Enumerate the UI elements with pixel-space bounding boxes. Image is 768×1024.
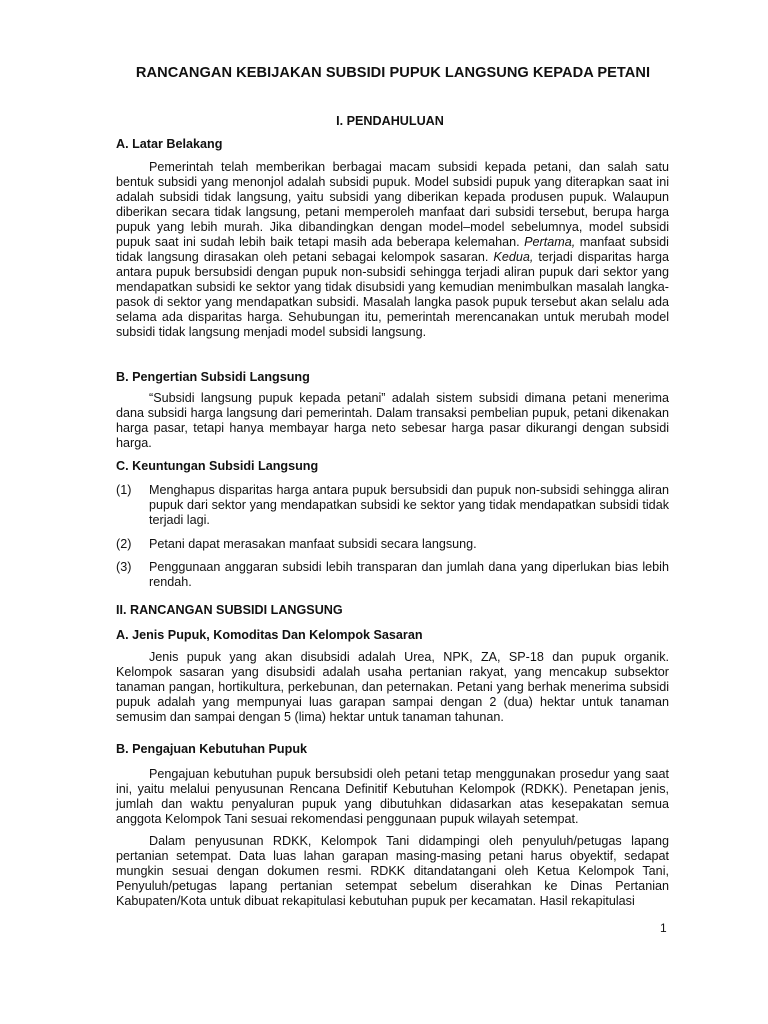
document-title: RANCANGAN KEBIJAKAN SUBSIDI PUPUK LANGSUNG KEPADA PETANI <box>135 65 651 81</box>
paragraph-text: Jenis pupuk yang akan disubsidi adalah Urea, NPK, ZA, SP-18 dan pupuk organik. Kelompok sasaran yang disubsidi adalah usaha pertanian rakyat, yang mencakup subsektor tanaman pangan, hortikultura, perkebunan, dan peternakan. Petani yang berhak menerima subsidi pupuk adalah yang mempunyai luas garapan sampai dengan 2 (dua) hektar untuk tanaman semusim dan sampai dengan 5 (lima) hektar untuk tanaman tahunan. <box>116 650 669 724</box>
emphasis-kedua: Kedua, <box>493 250 534 264</box>
list-text: Petani dapat merasakan manfaat subsidi secara langsung. <box>149 537 477 551</box>
paragraph-pengertian <box>116 391 669 451</box>
paragraph-pengajuan-1 <box>116 767 669 827</box>
paragraph-text: Pengajuan kebutuhan pupuk bersubsidi oleh petani tetap menggunakan prosedur yang saat ini, yaitu melalui penyusunan Rencana Definitif Kebutuhan Kelompok (RDKK). Penetapan jenis, jumlah dan waktu penyaluran pupuk yang dibutuhkan didasarkan atas kesepakatan semua anggota Kelompok Tani sesuai rekomendasi penggunaan pupuk wilayah setempat. <box>116 767 669 826</box>
subheading-pengertian: B. Pengertian Subsidi Langsung <box>116 370 310 384</box>
list-number: (1) <box>116 483 132 497</box>
paragraph-text: manfaat subsidi tidak langsung dirasakan oleh petani sebagai kelompok sasaran. <box>116 235 669 264</box>
list-text: Menghapus disparitas harga antara pupuk bersubsidi dan pupuk non-subsidi sehingga aliran pupuk dari sektor yang mendapatkan subsidi ke sektor yang tidak mendapatkan subsidi tidak terjadi lagi. <box>149 483 669 527</box>
page-number: 1 <box>660 921 667 935</box>
list-number: (2) <box>116 537 132 551</box>
list-number: (3) <box>116 560 132 574</box>
emphasis-pertama: Pertama, <box>524 235 576 249</box>
paragraph-jenis-pupuk <box>116 650 669 725</box>
subheading-latar-belakang: A. Latar Belakang <box>116 137 223 151</box>
paragraph-pengajuan-2 <box>116 834 669 909</box>
list-text: Penggunaan anggaran subsidi lebih transparan dan jumlah dana yang diperlukan bias lebih rendah. <box>149 560 669 589</box>
paragraph-text: “Subsidi langsung pupuk kepada petani” adalah sistem subsidi dimana petani menerima dana subsidi harga langsung dari pemerintah. Dalam transaksi pembelian pupuk, petani dikenakan harga pasar, tetapi hanya membayar harga neto sebesar harga pasar dikurangi dengan subsidi harga. <box>116 391 669 450</box>
paragraph-latar-belakang <box>116 160 669 340</box>
subheading-jenis-pupuk: A. Jenis Pupuk, Komoditas Dan Kelompok Sasaran <box>116 628 423 642</box>
section-heading-rancangan: II. RANCANGAN SUBSIDI LANGSUNG <box>116 603 343 617</box>
paragraph-text: Dalam penyusunan RDKK, Kelompok Tani didampingi oleh penyuluh/petugas lapang pertanian setempat. Data luas lahan garapan masing-masing petani harus obyektif, sedapat mungkin sesuai dengan dokumen resmi. RDKK ditandatangani oleh Ketua Kelompok Tani, Penyuluh/petugas lapang pertanian setempat sebelum diserahkan ke Dinas Pertanian Kabupaten/Kota untuk dibuat rekapitulasi kebutuhan pupuk per kecamatan. Hasil rekapitulasi <box>116 834 669 908</box>
subheading-keuntungan: C. Keuntungan Subsidi Langsung <box>116 459 319 473</box>
section-heading-pendahuluan: I. PENDAHULUAN <box>336 114 444 128</box>
subheading-pengajuan: B. Pengajuan Kebutuhan Pupuk <box>116 742 308 756</box>
paragraph-text: terjadi disparitas harga antara pupuk bersubsidi dengan pupuk non-subsidi sehingga terjadi aliran pupuk dari sektor yang mendapatkan subsidi ke sektor yang tidak disubsidi yang kemudian menimbulkan masalah langka-pasok di sektor yang mendapatkan subsidi. Masalah langka pasok pupuk tersebut akan selalu ada selama ada disparitas harga. Sehubungan itu, pemerintah merencanakan untuk merubah model subsidi tidak langsung menjadi model subsidi langsung. <box>116 250 669 339</box>
paragraph-text: Pemerintah telah memberikan berbagai macam subsidi kepada petani, dan salah satu bentuk subsidi yang menonjol adalah subsidi pupuk. Model subsidi pupuk yang diterapkan saat ini adalah subsidi tidak langsung, yaitu subsidi yang diberikan kepada produsen pupuk. Walaupun diberikan secara tidak langsung, petani memperoleh manfaat dari subsidi tersebut, berupa harga pupuk yang lebih murah. Jika dibandingkan dengan model–model sebelumnya, model subsidi pupuk saat ini sudah lebih baik tetapi masih ada beberapa kelemahan. <box>116 160 669 249</box>
